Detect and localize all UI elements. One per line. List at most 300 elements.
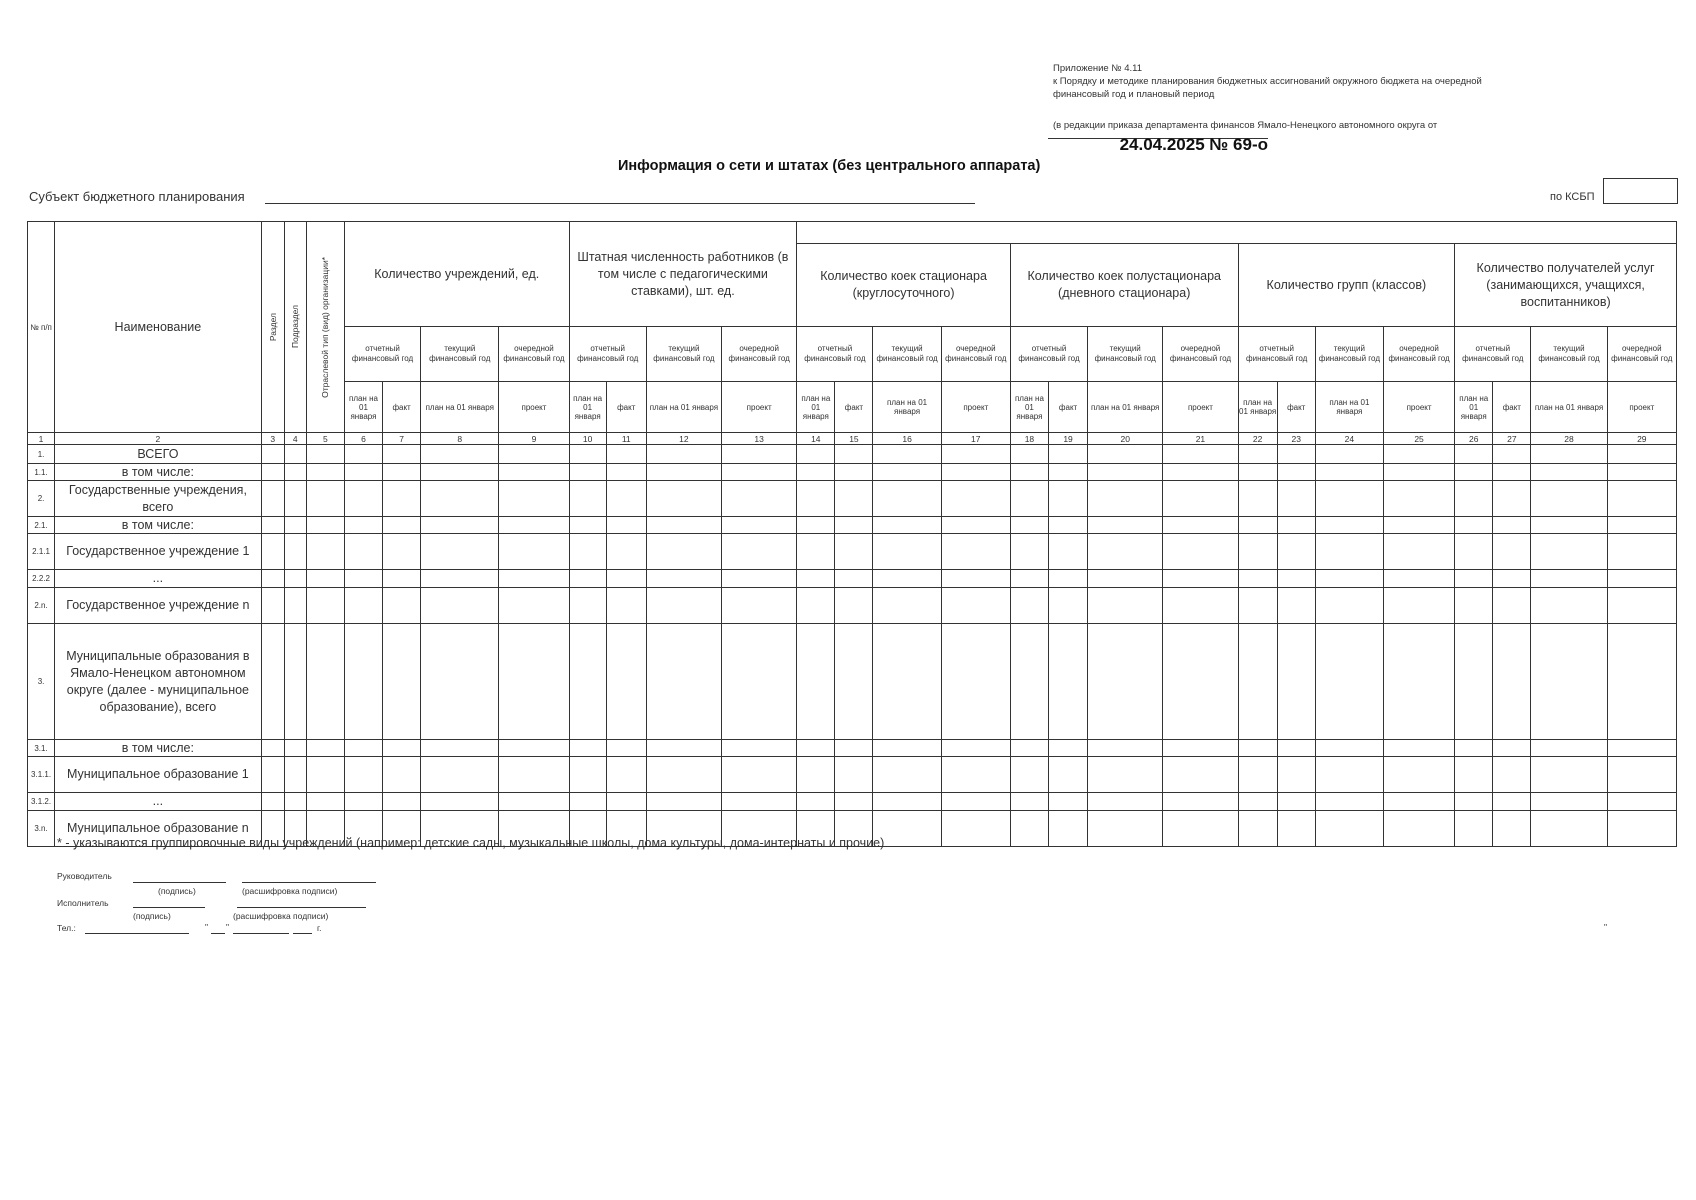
table-cell[interactable] [835,481,873,517]
table-cell[interactable] [941,464,1010,481]
table-cell[interactable] [383,517,421,534]
table-cell[interactable] [646,570,721,588]
table-cell[interactable] [1277,464,1315,481]
table-cell[interactable] [873,445,941,464]
table-cell[interactable] [797,445,835,464]
table-cell[interactable] [261,445,284,464]
executor-signature-line[interactable] [133,907,205,908]
table-cell[interactable] [383,588,421,624]
table-cell[interactable] [1493,740,1531,757]
table-cell[interactable] [1455,588,1493,624]
table-cell[interactable] [284,624,306,740]
table-cell[interactable] [835,445,873,464]
table-cell[interactable] [1531,534,1607,570]
table-cell[interactable] [1531,624,1607,740]
table-cell[interactable] [722,757,797,793]
table-cell[interactable] [1383,793,1454,811]
table-cell[interactable] [499,588,569,624]
table-cell[interactable] [1531,793,1607,811]
table-cell[interactable] [1455,517,1493,534]
table-cell[interactable] [1315,445,1383,464]
table-cell[interactable] [797,534,835,570]
table-cell[interactable] [722,534,797,570]
table-cell[interactable] [1383,445,1454,464]
table-cell[interactable] [941,570,1010,588]
table-cell[interactable] [1049,757,1088,793]
table-cell[interactable] [1315,624,1383,740]
table-cell[interactable] [1163,517,1238,534]
table-cell[interactable] [421,740,499,757]
table-cell[interactable] [1163,588,1238,624]
table-cell[interactable] [1010,481,1048,517]
table-cell[interactable] [421,757,499,793]
table-cell[interactable] [1531,464,1607,481]
table-cell[interactable] [835,534,873,570]
table-cell[interactable] [344,588,382,624]
table-cell[interactable] [722,588,797,624]
table-cell[interactable] [383,534,421,570]
table-cell[interactable] [1607,811,1676,847]
table-cell[interactable] [606,740,646,757]
table-cell[interactable] [1493,757,1531,793]
table-cell[interactable] [606,481,646,517]
table-cell[interactable] [835,570,873,588]
table-cell[interactable] [646,740,721,757]
table-cell[interactable] [873,588,941,624]
table-cell[interactable] [1163,464,1238,481]
table-cell[interactable] [606,534,646,570]
table-cell[interactable] [1383,588,1454,624]
table-cell[interactable] [284,464,306,481]
table-cell[interactable] [835,517,873,534]
table-cell[interactable] [1315,757,1383,793]
table-cell[interactable] [1238,793,1277,811]
table-cell[interactable] [569,570,606,588]
table-cell[interactable] [383,464,421,481]
table-cell[interactable] [1238,445,1277,464]
table-cell[interactable] [383,445,421,464]
table-cell[interactable] [941,793,1010,811]
table-cell[interactable] [1383,534,1454,570]
table-cell[interactable] [1493,517,1531,534]
table-cell[interactable] [1163,757,1238,793]
table-cell[interactable] [606,570,646,588]
table-cell[interactable] [1383,481,1454,517]
table-cell[interactable] [797,793,835,811]
table-cell[interactable] [606,624,646,740]
table-cell[interactable] [306,740,344,757]
table-cell[interactable] [835,624,873,740]
table-cell[interactable] [873,793,941,811]
table-cell[interactable] [1383,757,1454,793]
table-cell[interactable] [284,517,306,534]
table-cell[interactable] [421,534,499,570]
table-cell[interactable] [606,445,646,464]
table-cell[interactable] [835,793,873,811]
table-cell[interactable] [797,740,835,757]
table-cell[interactable] [1493,481,1531,517]
table-cell[interactable] [1607,624,1676,740]
table-cell[interactable] [261,757,284,793]
table-cell[interactable] [383,481,421,517]
table-cell[interactable] [1455,464,1493,481]
table-cell[interactable] [383,624,421,740]
table-cell[interactable] [941,517,1010,534]
executor-decoding-line[interactable] [237,907,366,908]
table-cell[interactable] [646,534,721,570]
table-cell[interactable] [284,570,306,588]
table-cell[interactable] [344,481,382,517]
table-cell[interactable] [499,517,569,534]
table-cell[interactable] [1238,740,1277,757]
table-cell[interactable] [1163,534,1238,570]
table-cell[interactable] [1607,445,1676,464]
table-cell[interactable] [873,517,941,534]
table-cell[interactable] [306,481,344,517]
table-cell[interactable] [1315,481,1383,517]
table-cell[interactable] [499,793,569,811]
table-cell[interactable] [344,445,382,464]
table-cell[interactable] [1455,481,1493,517]
table-cell[interactable] [284,588,306,624]
table-cell[interactable] [306,588,344,624]
table-cell[interactable] [1049,534,1088,570]
table-cell[interactable] [1049,464,1088,481]
table-cell[interactable] [1163,445,1238,464]
table-cell[interactable] [261,624,284,740]
table-cell[interactable] [1493,588,1531,624]
table-cell[interactable] [1238,757,1277,793]
table-cell[interactable] [873,570,941,588]
table-cell[interactable] [797,570,835,588]
table-cell[interactable] [383,570,421,588]
table-cell[interactable] [284,740,306,757]
table-cell[interactable] [1455,793,1493,811]
table-cell[interactable] [1088,534,1163,570]
table-cell[interactable] [873,534,941,570]
table-cell[interactable] [1238,624,1277,740]
table-cell[interactable] [941,740,1010,757]
table-cell[interactable] [1088,570,1163,588]
head-signature-line[interactable] [133,882,226,883]
table-cell[interactable] [344,793,382,811]
table-cell[interactable] [284,481,306,517]
table-cell[interactable] [383,793,421,811]
date-day-line[interactable] [211,933,225,934]
table-cell[interactable] [1238,588,1277,624]
table-cell[interactable] [569,588,606,624]
table-cell[interactable] [941,481,1010,517]
table-cell[interactable] [1010,445,1048,464]
table-cell[interactable] [941,757,1010,793]
table-cell[interactable] [383,740,421,757]
table-cell[interactable] [1088,517,1163,534]
table-cell[interactable] [1010,811,1048,847]
table-cell[interactable] [1049,588,1088,624]
table-cell[interactable] [499,464,569,481]
table-cell[interactable] [499,757,569,793]
table-cell[interactable] [421,481,499,517]
table-cell[interactable] [1607,517,1676,534]
table-cell[interactable] [1088,740,1163,757]
table-cell[interactable] [1010,534,1048,570]
table-cell[interactable] [1607,757,1676,793]
table-cell[interactable] [1163,793,1238,811]
table-cell[interactable] [1315,517,1383,534]
table-cell[interactable] [606,464,646,481]
table-cell[interactable] [306,624,344,740]
table-cell[interactable] [1277,570,1315,588]
table-cell[interactable] [1383,740,1454,757]
table-cell[interactable] [941,445,1010,464]
table-cell[interactable] [797,481,835,517]
table-cell[interactable] [1277,624,1315,740]
table-cell[interactable] [835,757,873,793]
table-cell[interactable] [835,588,873,624]
phone-line[interactable] [85,933,189,934]
table-cell[interactable] [261,793,284,811]
table-cell[interactable] [344,624,382,740]
table-cell[interactable] [284,445,306,464]
table-cell[interactable] [499,570,569,588]
table-cell[interactable] [1010,464,1048,481]
table-cell[interactable] [569,793,606,811]
table-cell[interactable] [344,570,382,588]
table-cell[interactable] [1531,481,1607,517]
table-cell[interactable] [1088,588,1163,624]
table-cell[interactable] [1607,793,1676,811]
table-cell[interactable] [1049,570,1088,588]
table-cell[interactable] [1493,624,1531,740]
table-cell[interactable] [344,517,382,534]
table-cell[interactable] [1088,445,1163,464]
table-cell[interactable] [306,757,344,793]
table-cell[interactable] [1455,624,1493,740]
table-cell[interactable] [1383,811,1454,847]
table-cell[interactable] [1163,481,1238,517]
table-cell[interactable] [1607,588,1676,624]
table-cell[interactable] [421,517,499,534]
table-cell[interactable] [261,464,284,481]
table-cell[interactable] [1531,517,1607,534]
table-cell[interactable] [1049,793,1088,811]
table-cell[interactable] [1238,481,1277,517]
table-cell[interactable] [1315,793,1383,811]
table-cell[interactable] [873,624,941,740]
table-cell[interactable] [646,624,721,740]
table-cell[interactable] [306,464,344,481]
table-cell[interactable] [1238,811,1277,847]
table-cell[interactable] [873,740,941,757]
table-cell[interactable] [1383,570,1454,588]
table-cell[interactable] [569,757,606,793]
date-month-line[interactable] [233,933,289,934]
table-cell[interactable] [499,445,569,464]
table-cell[interactable] [797,757,835,793]
date-year-line[interactable] [293,933,312,934]
table-cell[interactable] [1049,740,1088,757]
table-cell[interactable] [1531,740,1607,757]
table-cell[interactable] [261,588,284,624]
table-cell[interactable] [797,517,835,534]
table-cell[interactable] [569,481,606,517]
table-cell[interactable] [421,445,499,464]
table-cell[interactable] [646,588,721,624]
table-cell[interactable] [1088,464,1163,481]
table-cell[interactable] [646,445,721,464]
table-cell[interactable] [1088,481,1163,517]
table-cell[interactable] [606,793,646,811]
table-cell[interactable] [569,740,606,757]
table-cell[interactable] [344,464,382,481]
table-cell[interactable] [873,481,941,517]
table-cell[interactable] [261,740,284,757]
table-cell[interactable] [261,534,284,570]
table-cell[interactable] [1010,588,1048,624]
table-cell[interactable] [1315,534,1383,570]
table-cell[interactable] [606,588,646,624]
table-cell[interactable] [606,517,646,534]
table-cell[interactable] [1163,570,1238,588]
table-cell[interactable] [1493,534,1531,570]
table-cell[interactable] [421,624,499,740]
table-cell[interactable] [1277,534,1315,570]
table-cell[interactable] [1493,793,1531,811]
table-cell[interactable] [284,757,306,793]
table-cell[interactable] [722,517,797,534]
table-cell[interactable] [1493,464,1531,481]
table-cell[interactable] [646,464,721,481]
table-cell[interactable] [1455,570,1493,588]
table-cell[interactable] [1315,588,1383,624]
table-cell[interactable] [646,757,721,793]
table-cell[interactable] [1455,740,1493,757]
table-cell[interactable] [421,464,499,481]
table-cell[interactable] [1163,740,1238,757]
table-cell[interactable] [1315,464,1383,481]
table-cell[interactable] [1607,570,1676,588]
table-cell[interactable] [1383,624,1454,740]
table-cell[interactable] [722,464,797,481]
table-cell[interactable] [1455,811,1493,847]
table-cell[interactable] [344,740,382,757]
table-cell[interactable] [646,793,721,811]
table-cell[interactable] [722,740,797,757]
table-cell[interactable] [383,757,421,793]
table-cell[interactable] [306,445,344,464]
table-cell[interactable] [1383,517,1454,534]
table-cell[interactable] [722,624,797,740]
table-cell[interactable] [646,481,721,517]
table-cell[interactable] [1163,624,1238,740]
subject-field[interactable] [265,203,975,204]
table-cell[interactable] [344,534,382,570]
table-cell[interactable] [797,588,835,624]
table-cell[interactable] [1315,811,1383,847]
table-cell[interactable] [873,757,941,793]
table-cell[interactable] [1277,517,1315,534]
table-cell[interactable] [1277,740,1315,757]
table-cell[interactable] [1277,757,1315,793]
table-cell[interactable] [344,757,382,793]
table-cell[interactable] [722,793,797,811]
table-cell[interactable] [1607,740,1676,757]
table-cell[interactable] [1455,445,1493,464]
table-cell[interactable] [722,445,797,464]
table-cell[interactable] [499,481,569,517]
table-cell[interactable] [1088,757,1163,793]
table-cell[interactable] [499,740,569,757]
table-cell[interactable] [1493,811,1531,847]
table-cell[interactable] [284,793,306,811]
table-cell[interactable] [1049,624,1088,740]
table-cell[interactable] [284,534,306,570]
table-cell[interactable] [722,481,797,517]
table-cell[interactable] [1531,445,1607,464]
table-cell[interactable] [421,570,499,588]
table-cell[interactable] [1277,811,1315,847]
table-cell[interactable] [1607,534,1676,570]
table-cell[interactable] [261,570,284,588]
table-cell[interactable] [835,464,873,481]
table-cell[interactable] [1049,445,1088,464]
table-cell[interactable] [1277,445,1315,464]
table-cell[interactable] [1455,534,1493,570]
table-cell[interactable] [1088,624,1163,740]
table-cell[interactable] [1088,811,1163,847]
table-cell[interactable] [1238,517,1277,534]
table-cell[interactable] [1049,811,1088,847]
table-cell[interactable] [1455,757,1493,793]
table-cell[interactable] [306,534,344,570]
table-cell[interactable] [261,517,284,534]
table-cell[interactable] [306,793,344,811]
table-cell[interactable] [1277,588,1315,624]
table-cell[interactable] [1010,517,1048,534]
table-cell[interactable] [1010,757,1048,793]
table-cell[interactable] [835,740,873,757]
table-cell[interactable] [499,534,569,570]
table-cell[interactable] [1238,570,1277,588]
table-cell[interactable] [722,570,797,588]
table-cell[interactable] [261,481,284,517]
head-decoding-line[interactable] [242,882,376,883]
table-cell[interactable] [941,534,1010,570]
table-cell[interactable] [646,517,721,534]
table-cell[interactable] [1010,624,1048,740]
table-cell[interactable] [1277,481,1315,517]
table-cell[interactable] [1531,757,1607,793]
table-cell[interactable] [1010,793,1048,811]
table-cell[interactable] [1238,534,1277,570]
table-cell[interactable] [1163,811,1238,847]
table-cell[interactable] [1607,481,1676,517]
table-cell[interactable] [1238,464,1277,481]
table-cell[interactable] [1049,517,1088,534]
table-cell[interactable] [306,517,344,534]
table-cell[interactable] [1383,464,1454,481]
table-cell[interactable] [941,811,1010,847]
table-cell[interactable] [1010,570,1048,588]
table-cell[interactable] [941,624,1010,740]
table-cell[interactable] [1010,740,1048,757]
table-cell[interactable] [1493,570,1531,588]
table-cell[interactable] [1531,588,1607,624]
table-cell[interactable] [873,464,941,481]
table-cell[interactable] [1049,481,1088,517]
table-cell[interactable] [797,624,835,740]
table-cell[interactable] [569,464,606,481]
